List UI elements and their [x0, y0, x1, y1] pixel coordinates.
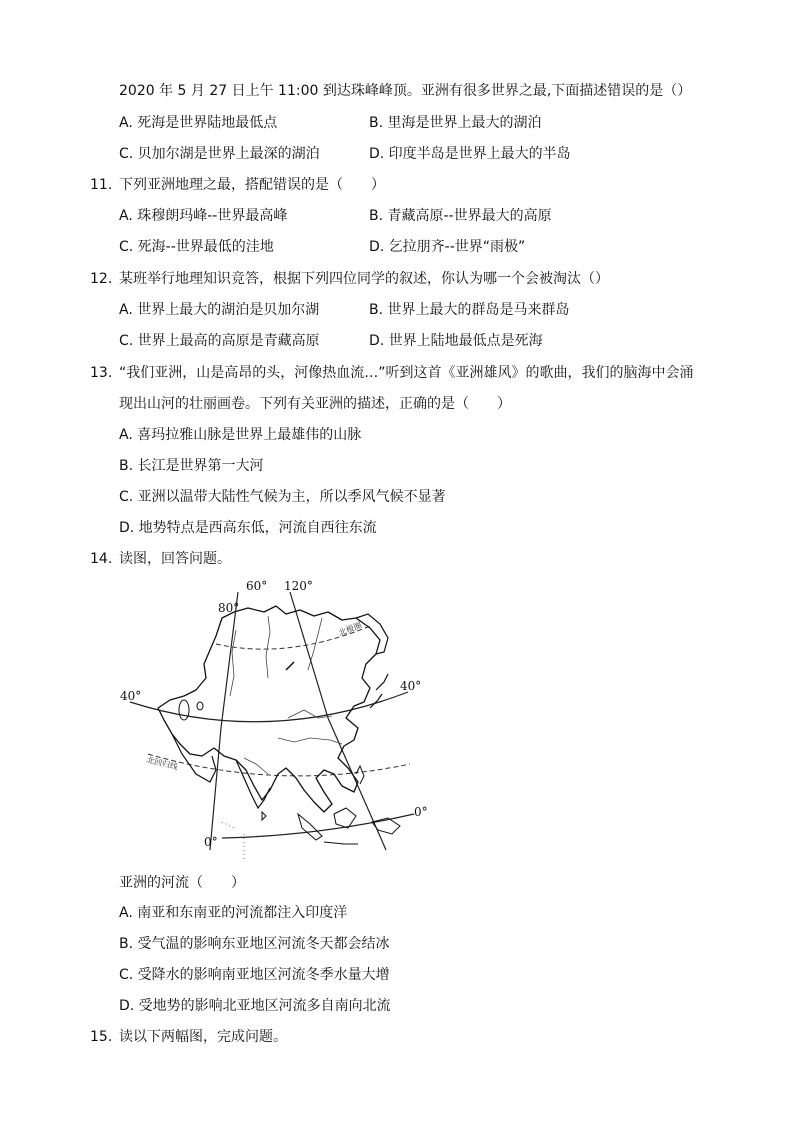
q13-stem-line-1: “我们亚洲，山是高昂的头，河像热血流…”听到这首《亚洲雄风》的歌曲，我们的脑海中会涌	[119, 365, 694, 381]
q11-option-c: C. 死海--世界最低的洼地	[119, 239, 274, 255]
river-yangtze	[278, 738, 342, 744]
sumatra	[298, 814, 322, 840]
q15-stem: 读以下两幅图，完成问题。	[119, 1029, 287, 1045]
caspian-sea	[179, 700, 189, 720]
q11-option-a: A. 珠穆朗玛峰--世界最高峰	[119, 208, 288, 224]
japan-islands	[370, 674, 388, 708]
label-40-deg-east: 40°	[400, 679, 422, 693]
river-ganges	[244, 758, 268, 774]
q14-option-c: C. 受降水的影响南亚地区河流冬季水量大增	[119, 967, 390, 983]
q15-number: 15.	[90, 1029, 113, 1045]
q10-option-b: B. 里海是世界上最大的湖泊	[369, 115, 542, 131]
q10-option-d: D. 印度半岛是世界上最大的半岛	[369, 146, 571, 162]
q12-option-b: B. 世界上最大的群岛是马来群岛	[369, 302, 570, 318]
label-40-deg-west: 40°	[120, 689, 142, 703]
q14-number: 14.	[90, 551, 113, 567]
label-arctic-circle: 北极圈	[337, 620, 364, 638]
q13-stem-line-2: 现出山河的壮丽画卷。下列有关亚洲的描述，正确的是（ ）	[119, 396, 511, 412]
q11-option-b: B. 青藏高原--世界最大的高原	[369, 208, 552, 224]
sri-lanka	[262, 812, 266, 820]
northeast-coast	[356, 614, 388, 654]
label-tropic-of-cancer: 北回归线	[145, 755, 179, 772]
q14-stem: 读图，回答问题。	[119, 551, 231, 567]
q12-stem: 某班举行地理知识竞答，根据下列四位同学的叙述，你认为哪一个会被淘汰（）	[119, 271, 609, 287]
river-lena	[308, 618, 322, 670]
label-120-deg: 120°	[284, 579, 313, 593]
q10-option-a: A. 死海是世界陆地最低点	[119, 115, 278, 131]
q14-option-d: D. 受地势的影响北亚地区河流多自南向北流	[119, 998, 391, 1014]
q12-option-c: C. 世界上最高的高原是青藏高原	[119, 333, 320, 349]
q13-number: 13.	[90, 365, 113, 381]
q14-sub-stem: 亚洲的河流（ ）	[119, 875, 245, 891]
q14-option-b: B. 受气温的影响东亚地区河流冬天都会结冰	[119, 936, 390, 952]
borneo	[334, 808, 356, 828]
question-10-stem: 2020 年 5 月 27 日上午 11:00 到达珠峰峰顶。亚洲有很多世界之最,下面描述错误的是（）	[119, 83, 692, 99]
q13-option-a: A. 喜玛拉雅山脉是世界上最雄伟的山脉	[119, 427, 362, 443]
q10-option-c: C. 贝加尔湖是世界上最深的湖泊	[119, 146, 320, 162]
q12-option-d: D. 世界上陆地最低点是死海	[369, 333, 543, 349]
q13-option-b: B. 长江是世界第一大河	[119, 458, 264, 474]
q12-option-a: A. 世界上最大的湖泊是贝加尔湖	[119, 302, 320, 318]
label-0-deg-east: 0°	[414, 805, 428, 819]
asia-map	[118, 578, 438, 860]
q13-option-d: D. 地势特点是西高东低，河流自西往东流	[119, 520, 377, 536]
q14-option-a: A. 南亚和东南亚的河流都注入印度洋	[119, 905, 348, 921]
equator	[222, 814, 414, 838]
q11-number: 11.	[90, 177, 113, 193]
q11-stem: 下列亚洲地理之最，搭配错误的是（ ）	[119, 177, 385, 193]
label-60-deg: 60°	[246, 579, 268, 593]
arabian-peninsula	[172, 734, 216, 782]
lake-baikal	[286, 662, 294, 670]
river-yenisei	[266, 616, 270, 678]
java	[324, 842, 358, 844]
q11-option-d: D. 乞拉朋齐--世界“雨极”	[369, 239, 526, 255]
label-0-deg-west: 0°	[204, 835, 218, 849]
aral-sea	[197, 702, 203, 710]
river-ob	[230, 630, 236, 696]
q13-option-c: C. 亚洲以温带大陆性气候为主，所以季风气候不显著	[119, 489, 446, 505]
boundary-dotted	[222, 822, 244, 860]
label-80-deg: 80°	[218, 601, 240, 615]
q12-number: 12.	[90, 271, 113, 287]
